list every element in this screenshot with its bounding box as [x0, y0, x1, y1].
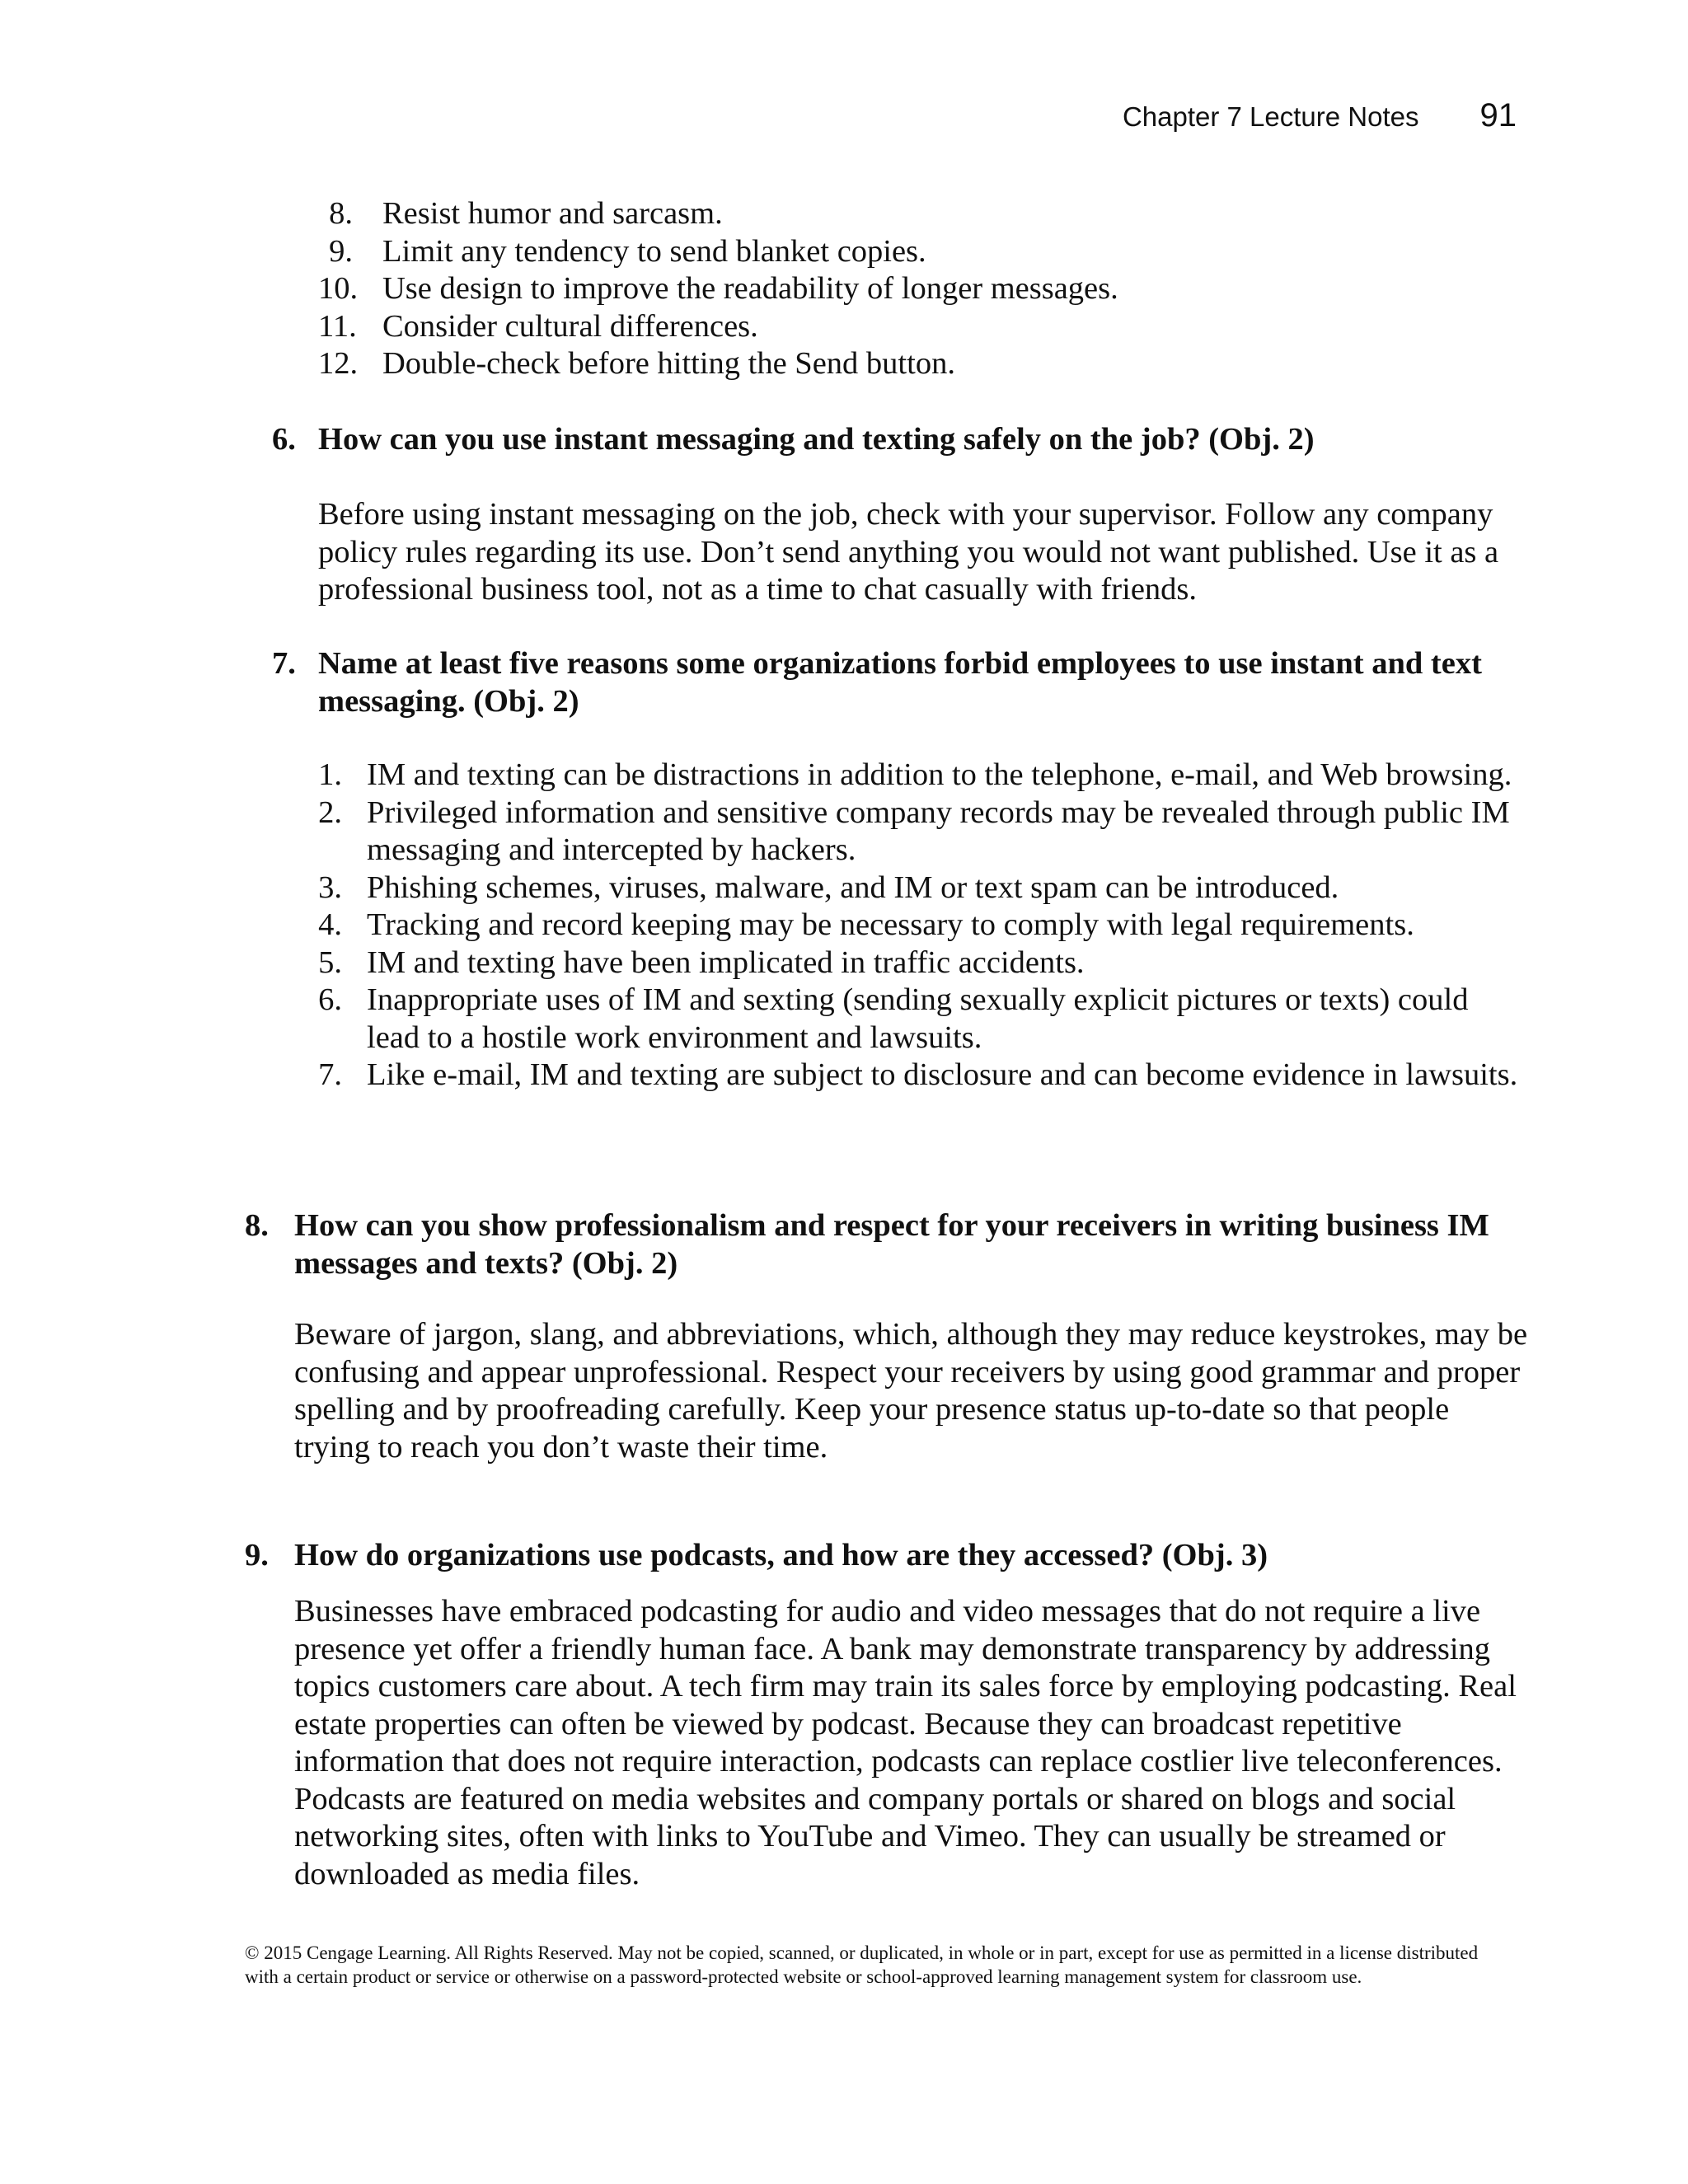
- list-item-number: 9.: [329, 233, 353, 269]
- question-number: 7.: [272, 646, 296, 681]
- list-item: [317, 757, 1529, 794]
- answer-8: Beware of jargon, slang, and abbreviations, which, although they may reduce keystrokes, may be confusing and appear unprofessional. Respect your receivers by using good grammar and proper spelling and by proofreading carefully. Keep your presence status up-to-date so that people trying to reach you don’t waste their time.: [294, 1317, 1528, 1465]
- list-item-number: 10.: [318, 271, 359, 306]
- question-text: Name at least five reasons some organizations forbid employees to use instant and text messaging. (Obj. 2): [318, 646, 1482, 719]
- list-item-number: 3.: [318, 869, 342, 905]
- list-item: [317, 944, 1529, 982]
- list-item-text: Like e-mail, IM and texting are subject to disclosure and can become evidence in lawsuits.: [367, 1057, 1518, 1092]
- page-number: 91: [1479, 97, 1517, 134]
- list-item-text: Phishing schemes, viruses, malware, and IM or text spam can be introduced.: [367, 869, 1339, 905]
- question-text: How do organizations use podcasts, and how are they accessed? (Obj. 3): [294, 1538, 1268, 1572]
- reasons-list: [317, 757, 1529, 1094]
- question-text: How can you show professionalism and respect for your receivers in writing business IM messages and texts? (Obj. 2): [294, 1208, 1489, 1281]
- list-item: [328, 195, 1523, 233]
- list-item: [328, 233, 1523, 271]
- question-8: [245, 1207, 1576, 1282]
- list-item-text: Inappropriate uses of IM and sexting (sending sexually explicit pictures or texts) could lead to a hostile work environment and lawsuits.: [367, 982, 1469, 1055]
- list-item-text: Consider cultural differences.: [382, 308, 758, 344]
- copyright-footer: © 2015 Cengage Learning. All Rights Reserved. May not be copied, scanned, or duplicated, in whole or in part, except for use as permitted in a license distributed with a certain product or service or otherwise on a password-protected website or school-approved learning management system for classroom use.: [245, 1943, 1479, 1987]
- list-item-number: 11.: [318, 308, 357, 344]
- question-number: 6.: [272, 422, 296, 457]
- question-7: [272, 645, 1571, 720]
- list-item: [318, 345, 1523, 383]
- list-item-number: 8.: [329, 196, 353, 231]
- list-item: [317, 794, 1529, 869]
- list-item: [317, 907, 1529, 944]
- list-item-text: Tracking and record keeping may be necessary to comply with legal requirements.: [367, 907, 1414, 942]
- list-item-text: Privileged information and sensitive company records may be revealed through public IM messaging and intercepted by hackers.: [367, 794, 1510, 867]
- list-item-text: Limit any tendency to send blanket copies.: [382, 233, 926, 269]
- question-number: 9.: [245, 1538, 269, 1572]
- list-item: [317, 982, 1529, 1057]
- list-item: [318, 270, 1523, 308]
- list-item-number: 4.: [318, 907, 342, 942]
- list-item-number: 7.: [318, 1057, 342, 1092]
- list-item-number: 5.: [318, 944, 342, 980]
- header-title: Chapter 7 Lecture Notes: [1122, 101, 1419, 132]
- list-item-text: Double-check before hitting the Send button.: [382, 346, 955, 381]
- continued-list: [318, 195, 1523, 383]
- question-9: [245, 1537, 1576, 1575]
- list-item-text: IM and texting have been implicated in traffic accidents.: [367, 944, 1085, 980]
- list-item-number: 12.: [318, 346, 359, 381]
- question-number: 8.: [245, 1208, 269, 1243]
- list-item-text: Resist humor and sarcasm.: [382, 196, 723, 231]
- list-item: [318, 308, 1523, 346]
- question-6: [272, 421, 1571, 459]
- list-item-number: 1.: [318, 757, 342, 792]
- list-item-text: IM and texting can be distractions in addition to the telephone, e-mail, and Web browsing.: [367, 757, 1512, 792]
- list-item-text: Use design to improve the readability of longer messages.: [382, 271, 1118, 306]
- answer-6: Before using instant messaging on the job, check with your supervisor. Follow any company policy rules regarding its use. Don’t send anything you would not want published. Use it as a professional business tool, not as a time to chat casually with friends.: [318, 497, 1499, 607]
- answer-9: Businesses have embraced podcasting for audio and video messages that do not require a live presence yet offer a friendly human face. A bank may demonstrate transparency by addressing topics customers care about. A tech firm may train its sales force by employing podcasting. Real estate properties can often be viewed by podcast. Because they can broadcast repetitive information that does not require interaction, podcasts can replace costlier live teleconferences. Podcasts are featured on media websites and company portals or shared on blogs and social networking sites, often with links to YouTube and Vimeo. They can usually be streamed or downloaded as media files.: [294, 1594, 1517, 1891]
- list-item: [317, 1057, 1529, 1094]
- page-header: [1123, 97, 1517, 134]
- list-item-number: 6.: [318, 982, 342, 1017]
- list-item-number: 2.: [318, 794, 342, 830]
- list-item: [317, 869, 1529, 907]
- question-text: How can you use instant messaging and texting safely on the job? (Obj. 2): [318, 422, 1315, 457]
